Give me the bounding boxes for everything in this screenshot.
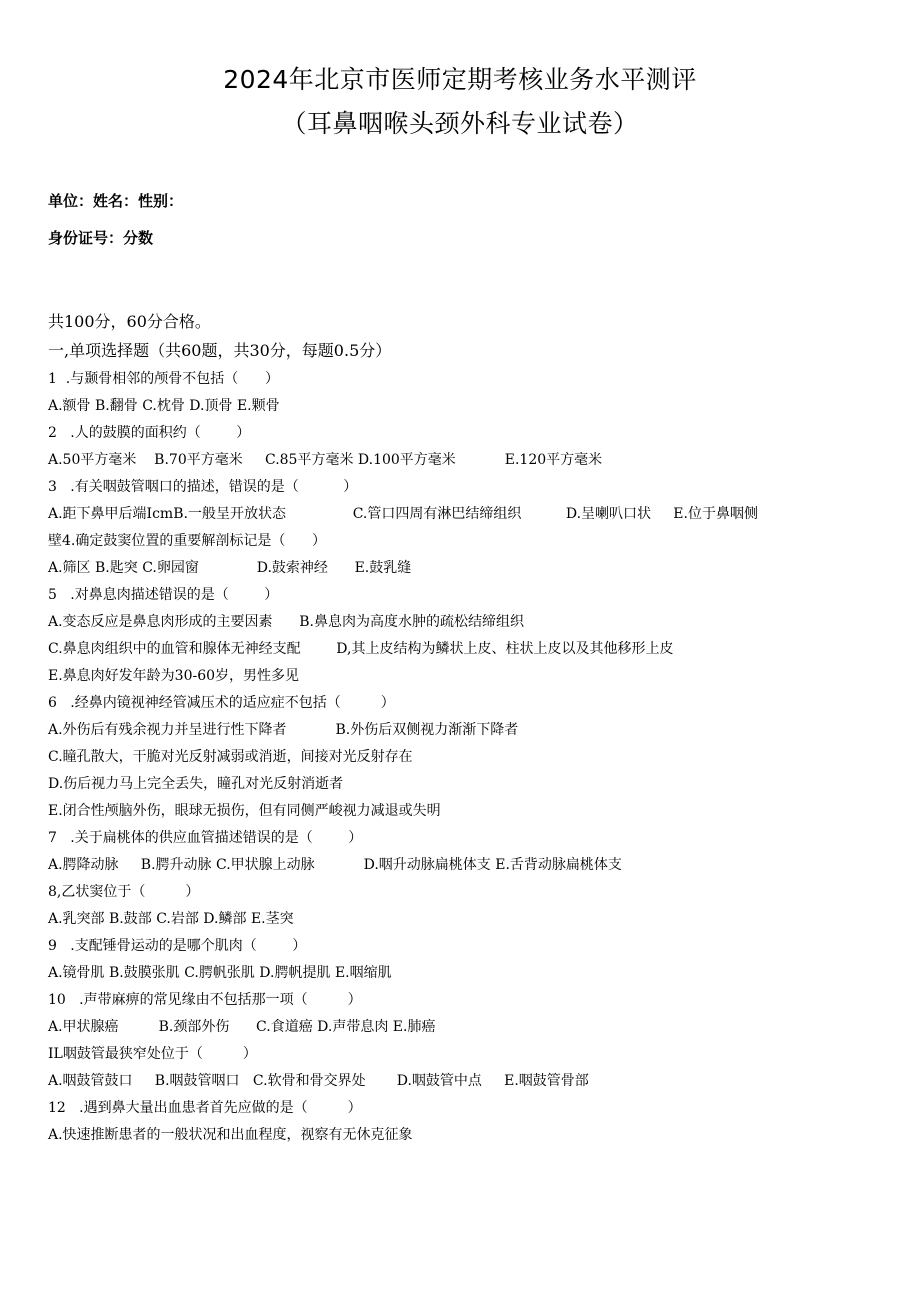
question-line: IL咽鼓管最狭窄处位于（ ）	[48, 1046, 257, 1062]
question-line: A.额骨 B.翻骨 C.枕骨 D.顶骨 E.颗骨	[48, 398, 280, 414]
question-line: E.闭合性颅脑外伤，眼球无损伤，但有同侧严峻视力减退或失明	[48, 803, 441, 819]
question-line: A.距下鼻甲后端IcmB.一般呈开放状态 C.管口四周有淋巴结缔组织 D.呈喇叭口状 E.位于鼻咽侧	[48, 506, 758, 522]
question-list	[48, 366, 908, 1149]
question-line: A.镜骨肌 B.鼓膜张肌 C.腭帆张肌 D.腭帆提肌 E.咽缩肌	[48, 965, 392, 981]
question-line: 9 .支配锤骨运动的是哪个肌肉（ ）	[48, 938, 307, 954]
question-line: A.腭降动脉 B.腭升动脉 C.甲状腺上动脉 D.咽升动脉扁桃体支 E.舌背动脉扁桃体支	[48, 857, 622, 873]
question-line: C.鼻息肉组织中的血管和腺体无神经支配 D,其上皮结构为鳞状上皮、柱状上皮以及其他移形上皮	[48, 641, 674, 657]
question-line: 5 .对鼻息肉描述错误的是（ ）	[48, 587, 279, 603]
question-line: 1 .与颞骨相邻的颅骨不包括（ ）	[48, 371, 279, 387]
question-line: 10 .声带麻痹的常见缘由不包括那一项（ ）	[48, 992, 362, 1008]
question-line: A.快速推断患者的一般状况和出血程度，视察有无休克征象	[48, 1127, 413, 1143]
question-line: E.鼻息肉好发年龄为30-60岁，男性多见	[48, 668, 300, 684]
exam-title: 2024年北京市医师定期考核业务水平测评	[223, 65, 697, 94]
question-line: 12 .遇到鼻大量出血患者首先应做的是（ ）	[48, 1100, 362, 1116]
question-line: 6 .经鼻内镜视神经管减压术的适应症不包括（ ）	[48, 695, 395, 711]
question-line: A.50平方毫米 B.70平方毫米 C.85平方毫米 D.100平方毫米 E.120平方毫米	[48, 452, 603, 468]
question-line: A.外伤后有残余视力并呈进行性下降者 B.外伤后双侧视力渐渐下降者	[48, 722, 519, 738]
candidate-info-line-2: 身份证号：分数	[48, 229, 154, 247]
question-line: 7 .关于扁桃体的供应血管描述错误的是（ ）	[48, 830, 363, 846]
score-note: 共100分，60分合格。	[48, 312, 211, 331]
candidate-info-line-1: 单位：姓名：性别：	[48, 192, 184, 210]
question-line: A.筛区 B.匙突 C.卵园窗 D.鼓索神经 E.鼓乳缝	[48, 560, 412, 576]
question-line: C.瞳孔散大，干脆对光反射减弱或消逝，间接对光反射存在	[48, 749, 413, 765]
question-line: 3 .有关咽鼓管咽口的描述，错误的是（ ）	[48, 479, 358, 495]
question-line: A.乳突部 B.鼓部 C.岩部 D.鳞部 E.茎突	[48, 911, 294, 927]
question-line: D.伤后视力马上完全丢失，瞳孔对光反射消逝者	[48, 776, 344, 792]
section-heading: 一,单项选择题（共60题，共30分，每题0.5分）	[48, 341, 392, 360]
exam-subtitle: （耳鼻咽喉头颈外科专业试卷）	[281, 109, 639, 138]
question-line: A.咽鼓管鼓口 B.咽鼓管咽口 C.软骨和骨交界处 D.咽鼓管中点 E.咽鼓管骨部	[48, 1073, 589, 1089]
question-line: A.甲状腺癌 B.颈部外伤 C.食道癌 D.声带息肉 E.肺癌	[48, 1019, 436, 1035]
question-line: 8,乙状窦位于（ ）	[48, 884, 200, 900]
question-line: 2 .人的鼓膜的面积约（ ）	[48, 425, 251, 441]
question-line: A.变态反应是鼻息肉形成的主要因素 B.鼻息肉为高度水肿的疏松结缔组织	[48, 614, 524, 630]
question-line: 壁4.确定鼓窦位置的重要解剖标记是（ ）	[48, 533, 327, 549]
